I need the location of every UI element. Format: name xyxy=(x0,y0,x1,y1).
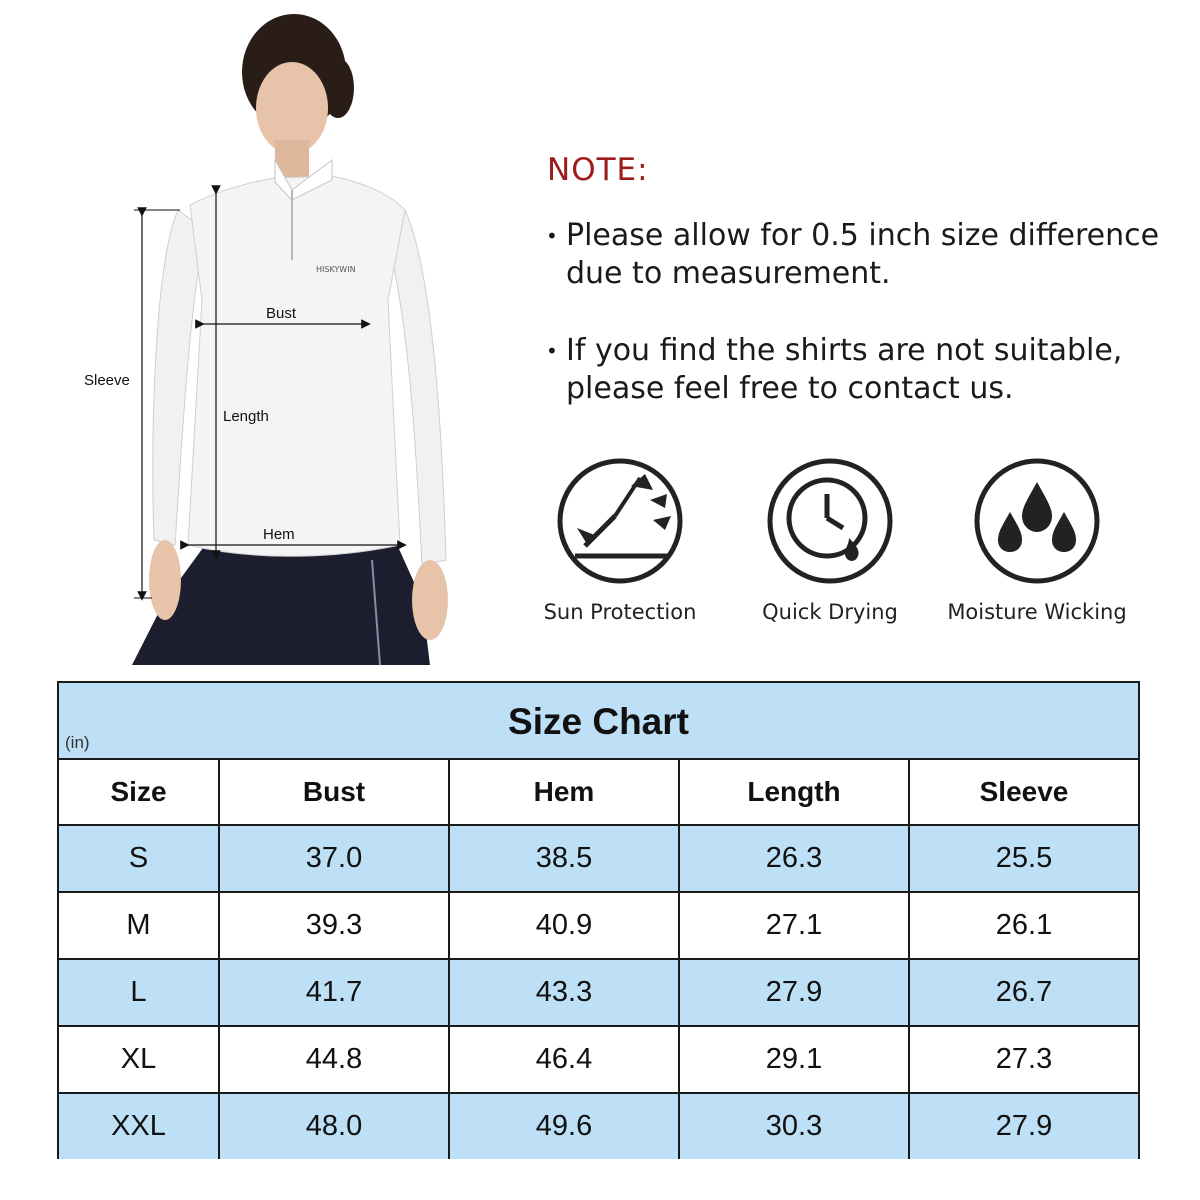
length-cell: 26.3 xyxy=(679,825,909,892)
size-chart-title: Size Chart xyxy=(508,701,689,742)
feature-label: Sun Protection xyxy=(543,600,697,624)
hem-cell: 46.4 xyxy=(449,1026,679,1093)
length-cell: 27.9 xyxy=(679,959,909,1026)
size-chart-unit: (in) xyxy=(65,733,90,752)
feature-moisture-wicking xyxy=(917,456,1157,624)
bust-label: Bust xyxy=(266,305,297,322)
size-chart-header xyxy=(59,683,1138,760)
length-cell: 29.1 xyxy=(679,1026,909,1093)
column-header-bust: Bust xyxy=(219,760,449,825)
hem-cell: 49.6 xyxy=(449,1093,679,1159)
model-figure xyxy=(70,0,490,665)
quick-drying-icon xyxy=(765,456,895,586)
size-cell: XL xyxy=(59,1026,219,1093)
moisture-wicking-icon xyxy=(972,456,1102,586)
brand-print: HISKYWIN xyxy=(316,265,356,274)
size-cell: M xyxy=(59,892,219,959)
size-cell: L xyxy=(59,959,219,1026)
hem-cell: 43.3 xyxy=(449,959,679,1026)
column-header-sleeve: Sleeve xyxy=(909,760,1138,825)
hem-cell: 38.5 xyxy=(449,825,679,892)
length-cell: 27.1 xyxy=(679,892,909,959)
bust-cell: 41.7 xyxy=(219,959,449,1026)
note-text: Please allow for 0.5 inch size difference due to measurement. xyxy=(566,218,1160,291)
sleeve-cell: 26.7 xyxy=(909,959,1138,1026)
feature-label: Moisture Wicking xyxy=(947,600,1127,624)
sleeve-label: Sleeve xyxy=(84,372,130,389)
sun-protection-icon xyxy=(555,456,685,586)
bullet-icon: • xyxy=(546,339,558,363)
table-header-row xyxy=(59,760,1138,825)
sleeve-cell: 25.5 xyxy=(909,825,1138,892)
bullet-icon: • xyxy=(546,224,558,248)
table-row xyxy=(59,892,1138,959)
length-cell: 30.3 xyxy=(679,1093,909,1159)
feature-label: Quick Drying xyxy=(762,600,898,624)
column-header-length: Length xyxy=(679,760,909,825)
length-label: Length xyxy=(223,408,269,425)
sleeve-cell: 27.3 xyxy=(909,1026,1138,1093)
feature-quick-drying xyxy=(710,456,950,624)
column-header-hem: Hem xyxy=(449,760,679,825)
size-table xyxy=(59,760,1138,1159)
table-row xyxy=(59,1093,1138,1159)
table-row xyxy=(59,825,1138,892)
column-header-size: Size xyxy=(59,760,219,825)
sleeve-cell: 26.1 xyxy=(909,892,1138,959)
bust-cell: 44.8 xyxy=(219,1026,449,1093)
note-text: If you find the shirts are not suitable, please feel free to contact us. xyxy=(566,333,1123,406)
feature-sun-protection xyxy=(500,456,740,624)
note-item xyxy=(546,217,1186,293)
shirt-model-illustration xyxy=(70,0,490,665)
sleeve-cell: 27.9 xyxy=(909,1093,1138,1159)
bust-cell: 37.0 xyxy=(219,825,449,892)
hem-label: Hem xyxy=(263,526,295,543)
table-row xyxy=(59,1026,1138,1093)
size-cell: S xyxy=(59,825,219,892)
table-row xyxy=(59,959,1138,1026)
bust-cell: 48.0 xyxy=(219,1093,449,1159)
note-item xyxy=(546,332,1186,408)
size-cell: XXL xyxy=(59,1093,219,1159)
size-chart xyxy=(57,681,1140,1159)
note-title: NOTE: xyxy=(547,152,649,188)
hem-cell: 40.9 xyxy=(449,892,679,959)
bust-cell: 39.3 xyxy=(219,892,449,959)
